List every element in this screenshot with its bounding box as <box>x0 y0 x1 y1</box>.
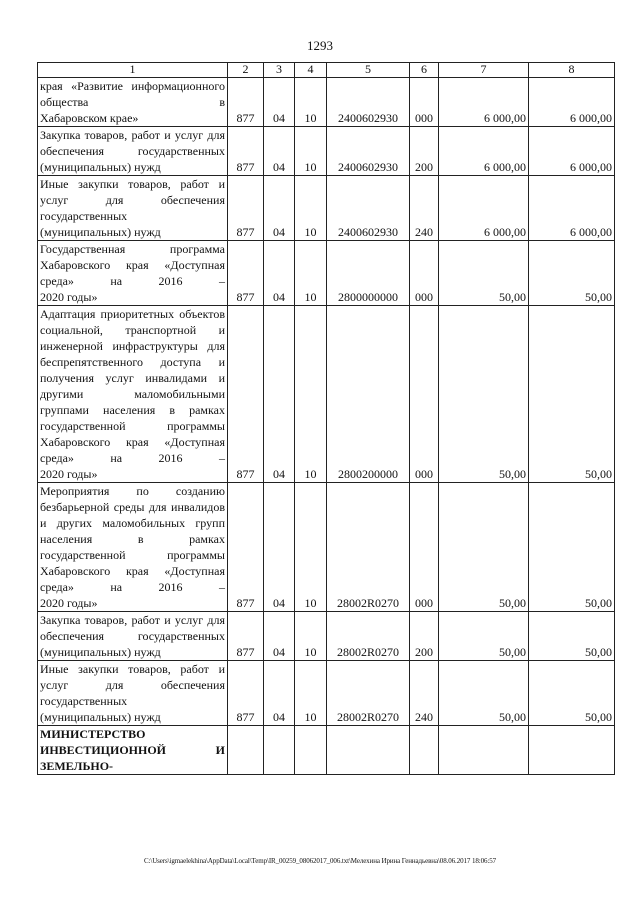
row-name-cell <box>38 612 228 661</box>
row-name-line: транспортной и инженерной <box>40 323 225 353</box>
header-cell: 1 <box>38 63 228 78</box>
table-row <box>38 241 615 306</box>
header-cell: 8 <box>529 63 615 78</box>
row-name-line: (муниципальных) нужд <box>40 645 161 659</box>
expense-type-cell: 240 <box>410 176 439 241</box>
amount-cell: 6 000,00 <box>439 176 529 241</box>
row-name-line: маломобильных групп <box>102 516 225 530</box>
row-name-line: ИНВЕСТИЦИОННОЙ И <box>40 743 225 757</box>
row-name-line: инфраструктуры для <box>112 339 225 353</box>
section-code-cell: 04 <box>264 78 295 127</box>
amount-cell: 50,00 <box>439 241 529 306</box>
row-name-line: и услуг для обеспечения <box>40 662 226 692</box>
target-article-cell: 2400602930 <box>327 78 410 127</box>
admin-code-cell: 877 <box>228 127 264 176</box>
header-cell: 4 <box>295 63 327 78</box>
row-name-line: Хабаровского края <box>40 435 149 449</box>
expense-type-cell: 200 <box>410 612 439 661</box>
expense-type-cell: 240 <box>410 661 439 726</box>
section-code-cell: 04 <box>264 612 295 661</box>
amount-cell: 50,00 <box>529 306 615 483</box>
amount-cell: 50,00 <box>529 483 615 612</box>
row-name-line: Закупка товаров, работ и <box>40 613 171 627</box>
row-name-line: (муниципальных) нужд <box>40 160 161 174</box>
row-name-line: 2020 годы» <box>40 467 98 481</box>
row-name-line: Иные закупки товаров, работ <box>40 662 209 676</box>
row-name-line: Мероприятия по созданию <box>40 484 225 498</box>
expense-type-cell <box>410 726 439 775</box>
amount-cell: 50,00 <box>439 306 529 483</box>
header-cell: 2 <box>228 63 264 78</box>
row-name-line: безбарьерной среды для <box>40 500 167 514</box>
row-name-cell <box>38 726 228 775</box>
amount-cell <box>529 726 615 775</box>
row-name-line: Хабаровского края <box>40 564 149 578</box>
row-name-line: информационного общества в <box>40 79 225 109</box>
row-name-line: государственной программы <box>40 419 225 433</box>
subsection-code-cell: 10 <box>295 483 327 612</box>
row-name-line: ЗЕМЕЛЬНО- <box>40 759 114 773</box>
table-row <box>38 176 615 241</box>
row-name-line: (муниципальных) нужд <box>40 710 161 724</box>
target-article-cell: 2400602930 <box>327 127 410 176</box>
amount-cell: 50,00 <box>439 661 529 726</box>
expense-type-cell: 000 <box>410 306 439 483</box>
table-row <box>38 661 615 726</box>
row-name-line: «Доступная среда» на 2016 – <box>40 258 225 288</box>
admin-code-cell: 877 <box>228 176 264 241</box>
target-article-cell <box>327 726 410 775</box>
target-article-cell: 28002R0270 <box>327 483 410 612</box>
row-name-line: инвалидов и других <box>40 500 226 530</box>
admin-code-cell: 877 <box>228 241 264 306</box>
amount-cell: 50,00 <box>529 661 615 726</box>
row-name-line: беспрепятственного доступа и <box>40 355 225 369</box>
section-code-cell: 04 <box>264 483 295 612</box>
row-name-line: населения в рамках <box>40 532 225 546</box>
admin-code-cell: 877 <box>228 78 264 127</box>
header-cell: 5 <box>327 63 410 78</box>
amount-cell <box>439 726 529 775</box>
admin-code-cell: 877 <box>228 661 264 726</box>
amount-cell: 6 000,00 <box>439 127 529 176</box>
table-row <box>38 726 615 775</box>
section-code-cell: 04 <box>264 661 295 726</box>
amount-cell: 50,00 <box>439 612 529 661</box>
row-name-line: МИНИСТЕРСТВО <box>40 727 146 741</box>
subsection-code-cell: 10 <box>295 78 327 127</box>
subsection-code-cell: 10 <box>295 176 327 241</box>
admin-code-cell <box>228 726 264 775</box>
table-row <box>38 612 615 661</box>
row-name-line: Адаптация приоритетных <box>40 307 175 321</box>
admin-code-cell: 877 <box>228 483 264 612</box>
subsection-code-cell: 10 <box>295 661 327 726</box>
expense-type-cell: 000 <box>410 483 439 612</box>
row-name-line: «Доступная среда» на 2016 – <box>40 435 225 465</box>
subsection-code-cell: 10 <box>295 241 327 306</box>
row-name-line: государственных <box>137 629 225 643</box>
row-name-line: услуг для обеспечения <box>40 613 225 643</box>
amount-cell: 6 000,00 <box>529 176 615 241</box>
row-name-line: получения услуг инвалидами <box>40 371 207 385</box>
amount-cell: 50,00 <box>439 483 529 612</box>
section-code-cell: 04 <box>264 127 295 176</box>
section-code-cell <box>264 726 295 775</box>
section-code-cell: 04 <box>264 306 295 483</box>
row-name-cell <box>38 176 228 241</box>
table-body <box>38 63 615 775</box>
row-name-line: государственной программы <box>40 548 225 562</box>
header-cell: 7 <box>439 63 529 78</box>
amount-cell: 6 000,00 <box>529 127 615 176</box>
row-name-cell <box>38 306 228 483</box>
row-name-line: Иные закупки товаров, работ <box>40 177 209 191</box>
row-name-line: 2020 годы» <box>40 596 98 610</box>
amount-cell: 50,00 <box>529 612 615 661</box>
row-name-cell <box>38 78 228 127</box>
page-number: 1293 <box>307 38 333 53</box>
expense-type-cell: 000 <box>410 78 439 127</box>
row-name-line: и услуг для обеспечения <box>40 177 226 207</box>
row-name-line: государственных <box>137 144 225 158</box>
row-name-line: группами населения в рамках <box>40 403 225 417</box>
target-article-cell: 2800000000 <box>327 241 410 306</box>
section-code-cell: 04 <box>264 241 295 306</box>
row-name-line: услуг для обеспечения <box>40 128 225 158</box>
subsection-code-cell: 10 <box>295 612 327 661</box>
row-name-line: Хабаровском крае» <box>40 111 139 125</box>
footer-file-path: C:\Users\igmaelekhina\AppData\Local\Temp\IR_00259_08062017_006.txt\Мелехина Ирина Геннадьевна\08.06.2017 18:06:57 <box>143 857 497 865</box>
table-row <box>38 306 615 483</box>
table-row <box>38 127 615 176</box>
subsection-code-cell: 10 <box>295 127 327 176</box>
row-name-cell <box>38 661 228 726</box>
row-name-line: и другими маломобильными <box>40 371 225 401</box>
admin-code-cell: 877 <box>228 612 264 661</box>
row-name-line: Закупка товаров, работ и <box>40 128 171 142</box>
budget-table <box>37 62 615 775</box>
row-name-line: государственных <box>40 694 128 708</box>
row-name-cell <box>38 483 228 612</box>
amount-cell: 6 000,00 <box>439 78 529 127</box>
section-code-cell: 04 <box>264 176 295 241</box>
row-name-line: Государственная программа <box>40 242 225 256</box>
row-name-line: 2020 годы» <box>40 290 98 304</box>
row-name-cell <box>38 127 228 176</box>
expense-type-cell: 000 <box>410 241 439 306</box>
row-name-line: (муниципальных) нужд <box>40 225 161 239</box>
table-row <box>38 78 615 127</box>
row-name-line: края «Развитие <box>40 79 123 93</box>
table-row <box>38 483 615 612</box>
target-article-cell: 28002R0270 <box>327 661 410 726</box>
row-name-line: государственных <box>40 209 128 223</box>
admin-code-cell: 877 <box>228 306 264 483</box>
row-name-line: Хабаровского края <box>40 258 149 272</box>
header-cell: 6 <box>410 63 439 78</box>
subsection-code-cell: 10 <box>295 306 327 483</box>
target-article-cell: 2400602930 <box>327 176 410 241</box>
row-name-line: объектов социальной, <box>40 307 225 337</box>
target-article-cell: 28002R0270 <box>327 612 410 661</box>
amount-cell: 6 000,00 <box>529 78 615 127</box>
expense-type-cell: 200 <box>410 127 439 176</box>
header-cell: 3 <box>264 63 295 78</box>
target-article-cell: 2800200000 <box>327 306 410 483</box>
subsection-code-cell <box>295 726 327 775</box>
amount-cell: 50,00 <box>529 241 615 306</box>
table-header-row <box>38 63 615 78</box>
row-name-cell <box>38 241 228 306</box>
row-name-line: «Доступная среда» на 2016 – <box>40 564 225 594</box>
